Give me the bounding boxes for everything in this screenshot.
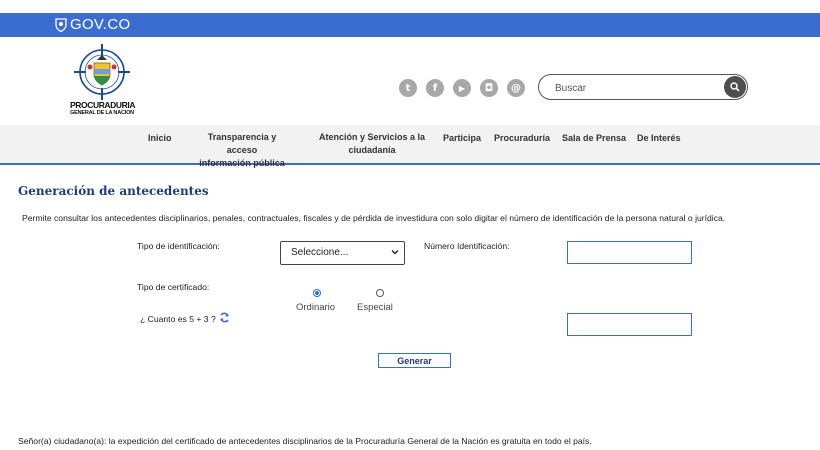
captcha-answer-input[interactable] [567, 313, 692, 336]
radio-ordinario-label: Ordinario [296, 302, 336, 313]
social-links [399, 79, 525, 97]
gov-co-label: GOV.CO [70, 16, 131, 33]
id-number-input[interactable] [567, 241, 692, 264]
gov-bar [0, 13, 820, 37]
chevron-down-icon [391, 248, 399, 256]
nav-item-atencion[interactable] [318, 131, 426, 157]
nav-item-label: Transparencia y acceso [207, 132, 277, 155]
nav-item-inicio[interactable]: Inicio [148, 133, 172, 143]
id-type-select[interactable] [280, 241, 405, 265]
nav-item-label: Atención y Servicios a la [318, 132, 426, 142]
refresh-icon[interactable] [219, 312, 230, 323]
procuraduria-logo[interactable] [70, 43, 134, 117]
instagram-icon[interactable]: ◘ [480, 79, 498, 97]
generate-button[interactable]: Generar [378, 353, 451, 368]
nav-item-transparencia[interactable] [192, 131, 292, 170]
threads-icon[interactable]: @ [507, 79, 525, 97]
procuraduria-emblem-icon [73, 43, 131, 101]
brand-subname: GENERAL DE LA NACION [70, 110, 134, 116]
search-box [538, 74, 748, 100]
id-type-selected-value: Seleccione... [291, 247, 349, 258]
nav-item-de-interes[interactable]: De Interés [637, 133, 681, 143]
captcha-question: ¿ Cuanto es 5 + 3 ? [140, 314, 216, 324]
gov-co-logo[interactable] [55, 16, 130, 33]
footer-note: Señor(a) ciudadano(a): la expedición del certificado de antecedentes disciplinarios de la Procuraduría General de la Nación es gratuita en todo el país. [18, 436, 592, 446]
cert-type-label: Tipo de certificado: [137, 282, 210, 292]
nav-item-participa[interactable]: Participa [443, 133, 482, 143]
site-header [0, 37, 820, 125]
page-title: Generación de antecedentes [18, 184, 209, 198]
search-button[interactable] [724, 76, 746, 98]
nav-item-procuraduria[interactable]: Procuraduría [494, 133, 551, 143]
facebook-icon[interactable]: f [426, 79, 444, 97]
search-input[interactable] [553, 78, 717, 98]
radio-especial[interactable] [376, 289, 384, 297]
id-number-label: Número Identificación: [424, 241, 510, 251]
twitter-icon[interactable]: t [399, 79, 417, 97]
youtube-icon[interactable]: ▶ [453, 79, 471, 97]
id-type-label: Tipo de identificación: [137, 241, 220, 251]
search-icon [730, 82, 740, 92]
page-description: Permite consultar los antecedentes disciplinarios, penales, contractuales, fiscales y de pérdida de investidura con solo digitar el número de identificación de la persona natural o jurídica. [22, 213, 726, 223]
nav-item-sala-prensa[interactable]: Sala de Prensa [562, 133, 627, 143]
brand-name: PROCURADURIA [70, 100, 136, 110]
nav-item-label: ciudadanía [348, 145, 396, 155]
radio-especial-label: Especial [357, 302, 393, 313]
radio-ordinario[interactable] [313, 289, 321, 297]
gov-crest-icon [55, 18, 67, 32]
main-nav [0, 125, 820, 168]
nav-item-label: información pública [199, 158, 285, 168]
